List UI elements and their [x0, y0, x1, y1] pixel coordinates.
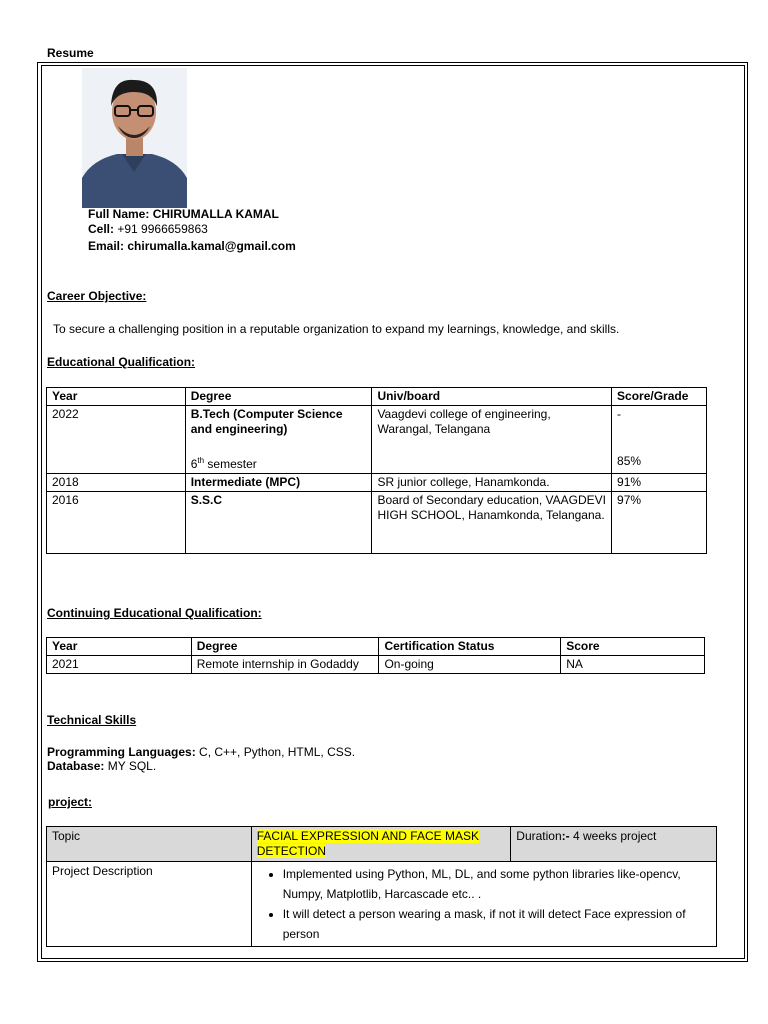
programming-languages-label: Programming Languages:: [47, 745, 196, 759]
programming-languages-line: [47, 745, 355, 759]
programming-languages-value: C, C++, Python, HTML, CSS.: [199, 745, 356, 759]
full-name-label: Full Name:: [88, 207, 150, 221]
table-row: [47, 406, 707, 474]
cell-year: 2021: [47, 656, 192, 674]
cell-score: 91%: [612, 474, 707, 492]
table-header-row: [47, 638, 705, 656]
header-degree: Degree: [185, 388, 372, 406]
full-name-value: CHIRUMALLA KAMAL: [152, 207, 279, 221]
cell-status: On-going: [379, 656, 561, 674]
table-row: [47, 656, 705, 674]
email-line: [88, 239, 296, 253]
table-row: [47, 492, 707, 554]
cell-board: Board of Secondary education, VAAGDEVI HIGH SCHOOL, Hanamkonda, Telangana.: [372, 492, 612, 554]
cell-label: Cell:: [88, 222, 115, 236]
project-description-cell: [251, 862, 716, 947]
continuing-education-table: [46, 637, 705, 674]
database-value: MY SQL.: [107, 759, 157, 773]
duration-label: Duration: [516, 829, 562, 843]
education-table: [46, 387, 707, 554]
header-status: Certification Status: [379, 638, 561, 656]
topic-value: FACIAL EXPRESSION AND FACE MASK DETECTION: [256, 829, 479, 858]
career-objective-title: Career Objective:: [47, 289, 147, 303]
header-year: Year: [47, 638, 192, 656]
header-score: Score/Grade: [612, 388, 707, 406]
duration-cell: [511, 827, 717, 862]
technical-skills-block: [47, 745, 355, 773]
database-label: Database:: [47, 759, 105, 773]
cell-value: +91 9966659863: [117, 222, 208, 236]
cell-degree: [185, 406, 372, 474]
topic-label: Topic: [47, 827, 252, 862]
person-portrait-icon: [82, 68, 187, 208]
topic-cell: [251, 827, 511, 862]
header-year: Year: [47, 388, 186, 406]
list-item: • It will detect a person wearing a mask, if not it will detect Face expression of person: [283, 904, 711, 944]
cell-score: NA: [561, 656, 705, 674]
project-description-list: [257, 864, 711, 944]
career-objective-text: To secure a challenging position in a reputable organization to expand my learnings, knowledge, and skills.: [53, 322, 620, 336]
full-name-line: [88, 207, 279, 221]
cell-line: [88, 222, 208, 236]
header-score: Score: [561, 638, 705, 656]
continuing-education-title: Continuing Educational Qualification:: [47, 606, 262, 620]
cell-degree: S.S.C: [185, 492, 372, 554]
list-item: • Implemented using Python, ML, DL, and some python libraries like-opencv, Numpy, Matplotlib, Harcascade etc.. .: [283, 864, 711, 904]
project-table: [46, 826, 717, 947]
table-row: [47, 827, 717, 862]
duration-separator: :-: [561, 829, 570, 843]
cell-degree: Remote internship in Godaddy: [191, 656, 379, 674]
project-title: project:: [48, 795, 93, 809]
score-value: -: [617, 407, 622, 421]
duration-value: 4 weeks project: [569, 829, 657, 843]
cell-board: SR junior college, Hanamkonda.: [372, 474, 612, 492]
education-title: Educational Qualification:: [47, 355, 196, 369]
email-value: chirumalla.kamal@gmail.com: [127, 239, 296, 253]
table-row: [47, 862, 717, 947]
technical-skills-title: Technical Skills: [47, 713, 137, 727]
degree-name: B.Tech (Computer Science and engineering): [190, 407, 343, 436]
cell-score: [612, 406, 707, 474]
cell-board: Vaagdevi college of engineering, Warangal, Telangana: [372, 406, 612, 474]
email-label: Email:: [88, 239, 125, 253]
project-description-label: Project Description: [47, 862, 252, 947]
degree-extra: 6th semester: [190, 456, 257, 471]
score-extra: 85%: [617, 454, 642, 468]
cell-degree: Intermediate (MPC): [185, 474, 372, 492]
cell-year: 2018: [47, 474, 186, 492]
cell-score: 97%: [612, 492, 707, 554]
table-row: [47, 474, 707, 492]
document-heading: Resume: [47, 46, 94, 60]
profile-photo: [82, 68, 187, 208]
cell-year: 2016: [47, 492, 186, 554]
header-board: Univ/board: [372, 388, 612, 406]
header-degree: Degree: [191, 638, 379, 656]
table-header-row: [47, 388, 707, 406]
database-line: [47, 759, 355, 773]
cell-year: 2022: [47, 406, 186, 474]
